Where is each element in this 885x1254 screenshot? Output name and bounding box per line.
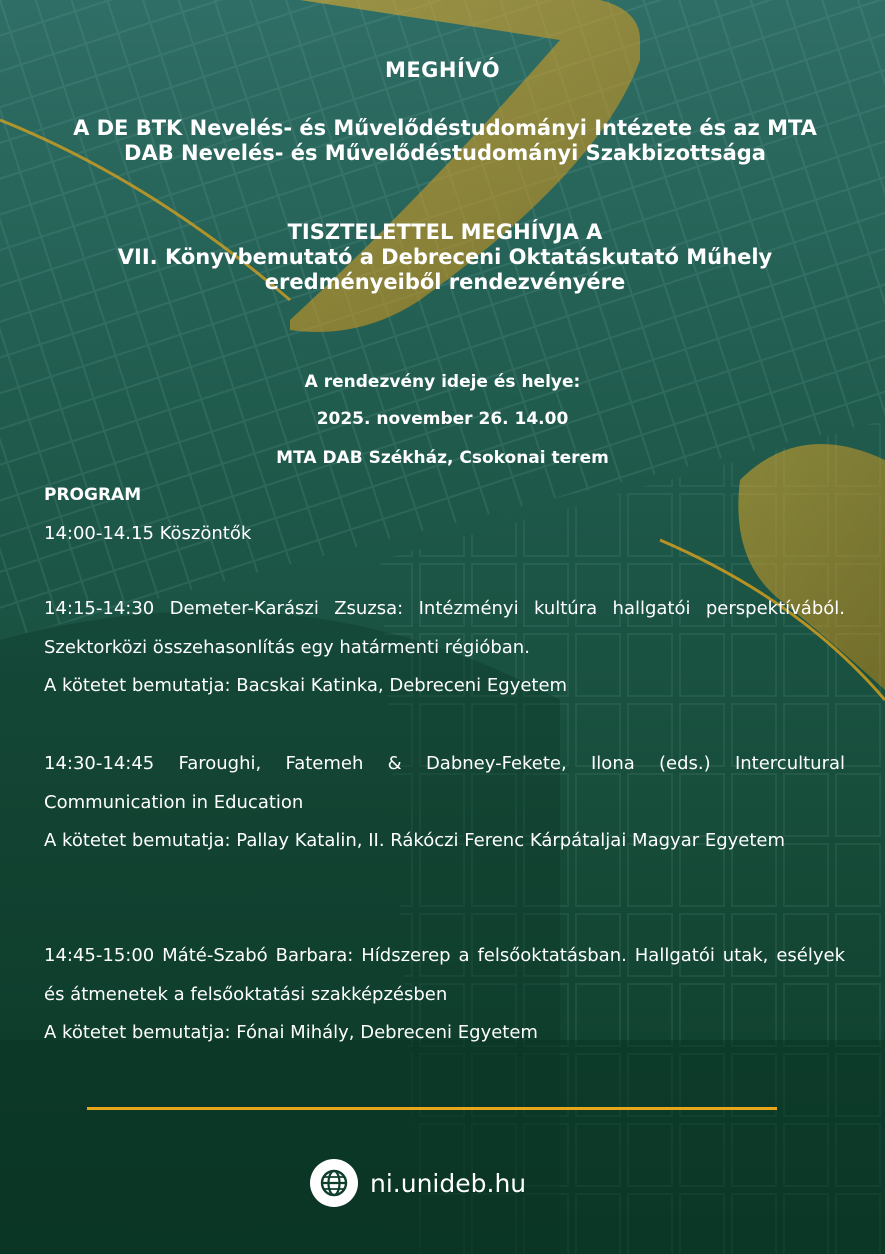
program-item-presenter: A kötetet bemutatja: Fónai Mihály, Debreceni Egyetem [44, 1022, 538, 1043]
program-item-3 [44, 937, 845, 1053]
program-item-text: 14:30-14:45 Faroughi, Fatemeh & Dabney-Fekete, Ilona (eds.) Intercultural Communication in Education [44, 753, 845, 813]
program-item-1 [44, 590, 845, 706]
program-item-text: 14:15-14:30 Demeter-Karászi Zsuzsa: Intézményi kultúra hallgatói perspektívából. Szektorközi összehasonlítás egy határmenti régióban. [44, 598, 845, 658]
program-item-welcome [44, 515, 845, 554]
program-item-text: 14:45-15:00 Máté-Szabó Barbara: Hídszerep a felsőoktatásban. Hallgatói utak, esélyek és átmenetek a felsőoktatási szakképzésben [44, 945, 845, 1005]
program-item-presenter: A kötetet bemutatja: Bacskai Katinka, Debreceni Egyetem [44, 675, 568, 696]
footer-link[interactable] [310, 1158, 526, 1208]
event-label: A rendezvény ideje és helye: [304, 372, 581, 392]
event-place: MTA DAB Székház, Csokonai terem [276, 448, 609, 468]
invitation-heading [60, 220, 830, 295]
invitation-line-1: TISZTELETTEL MEGHÍVJA A [287, 220, 603, 244]
program-item-text: 14:00-14.15 Köszöntők [44, 523, 252, 544]
program-title: PROGRAM [44, 485, 142, 505]
organizer-text: A DE BTK Nevelés- és Művelődéstudományi Intézete és az MTA DAB Nevelés- és Művelődéstudományi Szakbizottsága [73, 116, 817, 165]
event-date: 2025. november 26. 14.00 [316, 409, 569, 429]
program-item-2 [44, 745, 845, 861]
footer-divider [87, 1107, 777, 1110]
page-title: MEGHÍVÓ [384, 58, 501, 82]
globe-icon [310, 1159, 358, 1207]
invitation-line-2: VII. Könyvbemutató a Debreceni Oktatáskutató Műhely eredményeiből rendezvényére [117, 245, 773, 294]
website-url[interactable]: ni.unideb.hu [370, 1168, 527, 1198]
program-item-presenter: A kötetet bemutatja: Pallay Katalin, II. Rákóczi Ferenc Kárpátaljai Magyar Egyetem [44, 830, 786, 851]
